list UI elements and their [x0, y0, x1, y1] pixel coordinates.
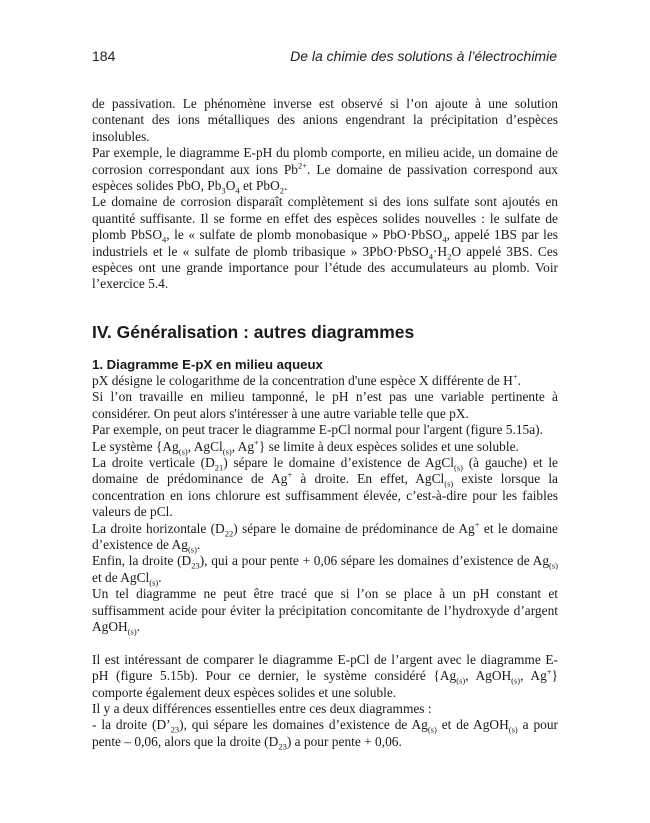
- paragraph-differences: Il y a deux différences essentielles entre ces deux diagrammes :: [92, 700, 432, 716]
- paragraph-px-definition: pX désigne le cologarithme de la concentration d'une espèce X différente de H+.: [92, 371, 521, 388]
- paragraph-passivation: de passivation. Le phénomène inverse est observé si l’on ajoute à une solution contenant des ions métalliques des anions engendrant la précipitation d’espèces insolubles.: [92, 96, 558, 144]
- paragraph-difference-1: - la droite $(D’_{23})$, qui sépare les domaines d’existence de $Ag_{(s)}$ et de AgOH$_{(s)}$ a pour pente – 0,06, alors que la droite $(D_{23})$ a pour pente + 0,06.: [92, 717, 558, 752]
- paragraph-compare: Il est intéressant de comparer le diagramme E-pCl de l’argent avec le diagramme E-pH (figure 5.15b). Pour ce dernier, le système considéré {$Ag_{(s)}$, AgOH$_{(s)}$, Ag+} comporte également deux espèces solides et une soluble.: [92, 651, 558, 700]
- paragraph-system: Le système {$Ag_{(s)}$, AgCl$_{(s)}$, Ag+} se limite à deux espèces solides et une soluble.: [92, 437, 519, 457]
- paragraph-constant-ph: Un tel diagramme ne peut être tracé que si l’on se place à un pH constant et suffisamment acide pour éviter la précipitation concomitante de l’hydroxyde d’argent AgOH$_{(s)}$.: [92, 586, 558, 637]
- subsection-heading: 1. Diagramme E-pX en milieu aqueux: [92, 356, 323, 372]
- page-body: [92, 96, 558, 750]
- paragraph-lead-example: Par exemple, le diagramme E-pH du plomb comporte, en milieu acide, un domaine de corrosion correspondant aux ions $Pb^{2+}$. Le domaine de passivation correspond aux espèces solides PbO, $Pb_3O_4$ et PbO$_2$.: [92, 145, 558, 196]
- paragraph-gap: [92, 635, 558, 651]
- paragraph-d23: Enfin, la droite $(D_{23})$, qui a pour pente + 0,06 sépare les domaines d’existence de $Ag_{(s)}$ et de AgCl$_{(s)}$.: [92, 553, 558, 588]
- running-title: De la chimie des solutions à l’électrochimie: [290, 48, 557, 64]
- page-number: 184: [92, 48, 116, 64]
- paragraph-d21: La droite verticale $(D_{21})$ sépare le domaine d’existence de AgCl$_{(s)}$ (à gauche) et le domaine de prédominance de Ag+ à droite. En effet, AgCl$_{(s)}$ existe lorsque la concentration en ions chlorure est suffisamment élevée, c’est-à-dire pour les faibles valeurs de pCl.: [92, 454, 558, 520]
- paragraph-d22: La droite horizontale $(D_{22})$ sépare le domaine de prédominance de Ag+ et le domaine d’existence de $Ag_{(s)}$.: [92, 519, 559, 555]
- paragraph-sulfate: Le domaine de corrosion disparaît complètement si des ions sulfate sont ajoutés en quantité suffisante. Il se forme en effet des espèces solides nouvelles : le sulfate de plomb PbSO$_4$, le « sulfate de plomb monobasique » PbO·PbSO$_4$, appelé 1BS par les industriels et le « sulfate de plomb tribasique » $3PbO\cdot PbSO_4\cdot H_2O$ appelé 3BS. Ces espèces ont une grande importance pour l’étude des accumulateurs au plomb. Voir l’exercice 5.4.: [92, 194, 558, 292]
- paragraph-silver-example: Par exemple, on peut tracer le diagramme E-pCl normal pour l'argent (figure 5.15a).: [92, 422, 543, 438]
- section-heading: IV. Généralisation : autres diagrammes: [92, 321, 415, 342]
- paragraph-buffered-medium: Si l’on travaille en milieu tamponné, le pH n’est pas une variable pertinente à considérer. On peut alors s'intéresser à une autre variable telle que pX.: [92, 389, 558, 421]
